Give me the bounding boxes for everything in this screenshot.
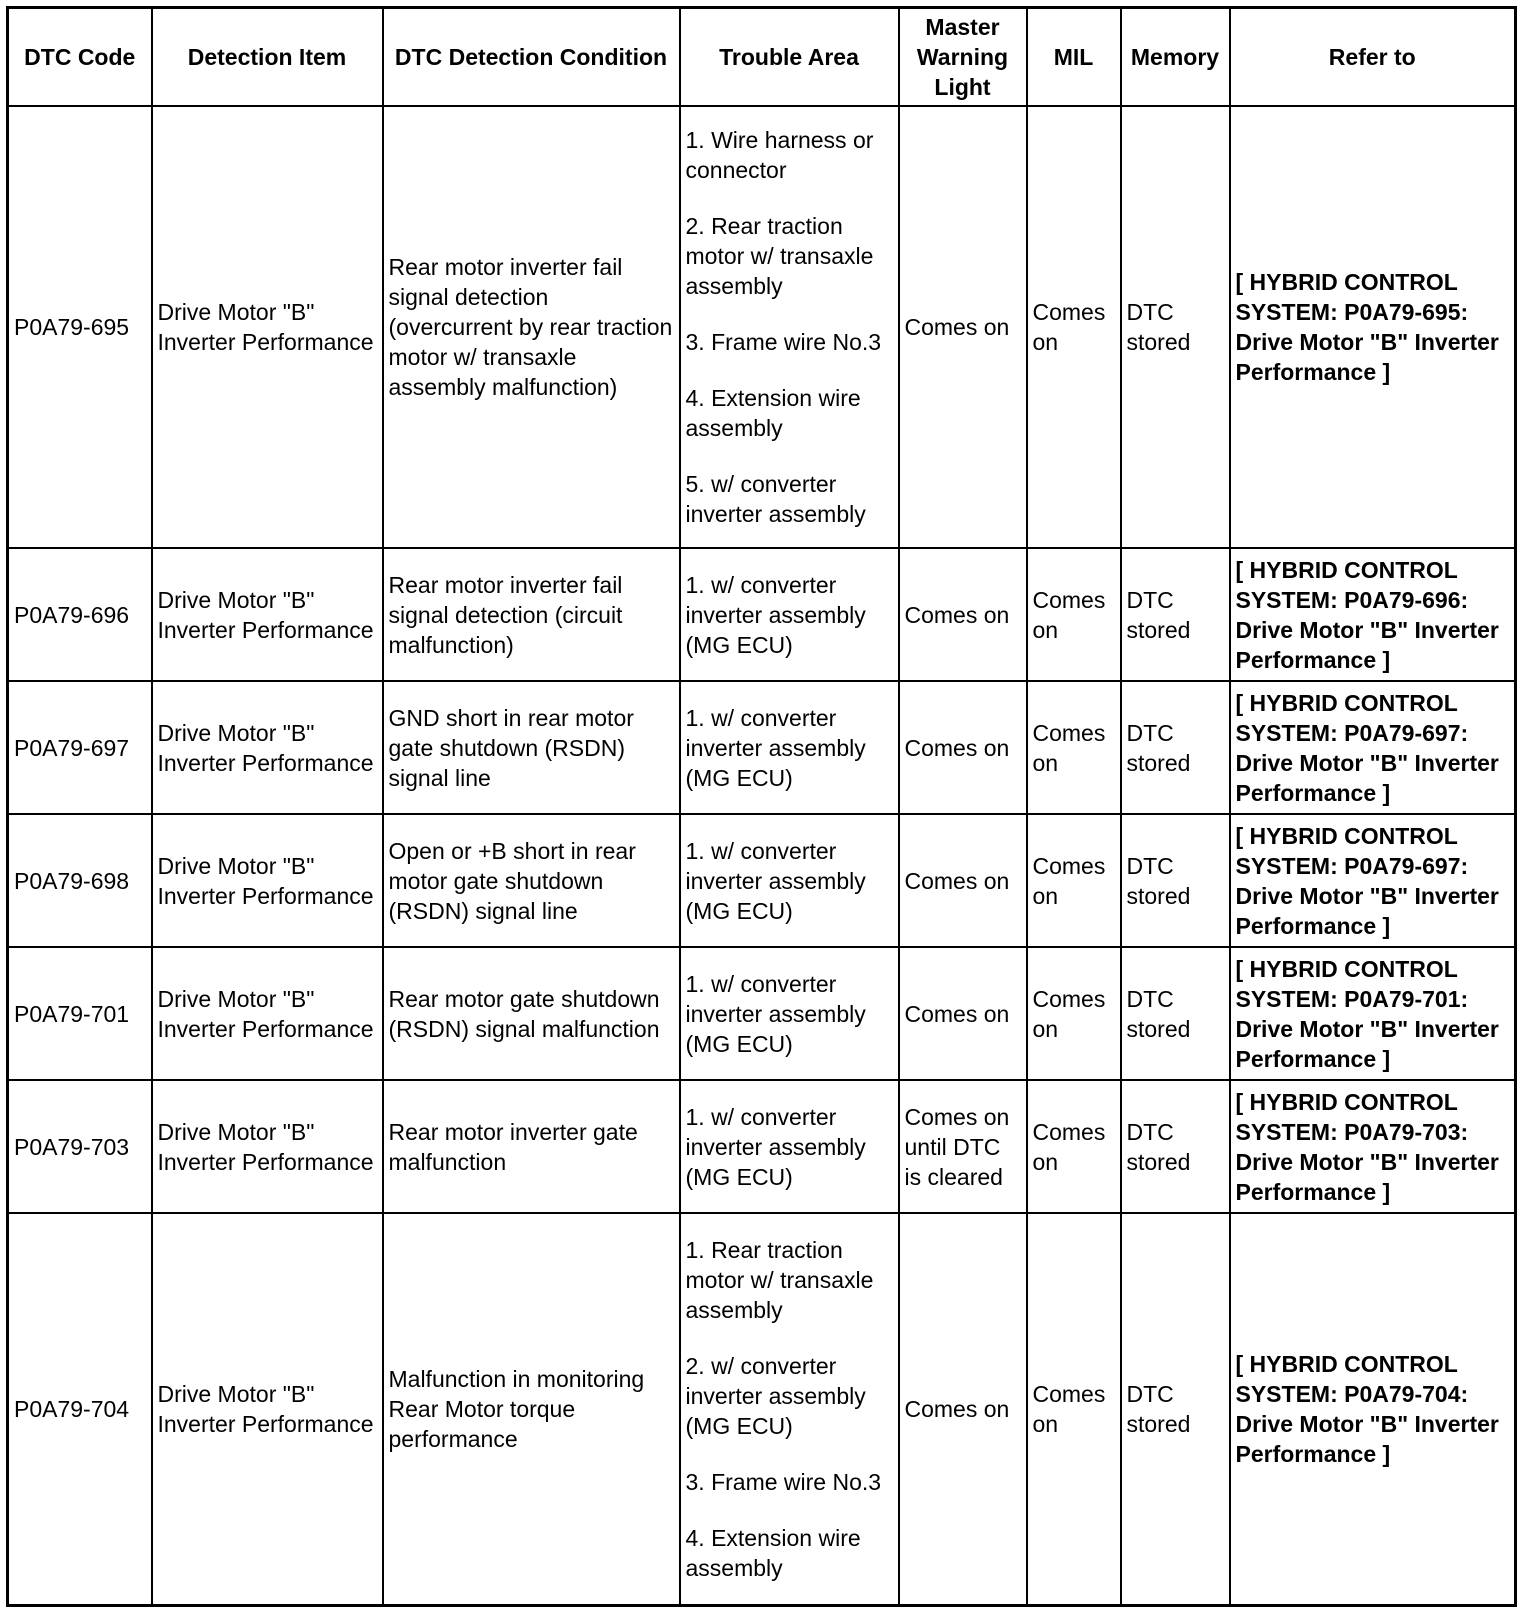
dtc-code-cell: P0A79-696 <box>8 548 152 681</box>
table-row <box>8 1213 1516 1605</box>
trouble-area-cell <box>680 548 899 681</box>
detection-condition-cell: Rear motor inverter gate malfunction <box>383 1080 680 1213</box>
trouble-area-cell <box>680 1080 899 1213</box>
detection-condition-cell: Open or +B short in rear motor gate shutdown (RSDN) signal line <box>383 814 680 947</box>
detection-condition-cell: Rear motor inverter fail signal detection (overcurrent by rear traction motor w/ transaxle assembly malfunction) <box>383 106 680 548</box>
trouble-area-item: 1. Wire harness or connector <box>685 127 874 183</box>
refer-to-cell: [ HYBRID CONTROL SYSTEM: P0A79-697: Drive Motor "B" Inverter Performance ] <box>1230 681 1516 814</box>
refer-to-cell: [ HYBRID CONTROL SYSTEM: P0A79-701: Drive Motor "B" Inverter Performance ] <box>1230 947 1516 1080</box>
header-row <box>8 8 1516 107</box>
header-mil: MIL <box>1027 8 1121 107</box>
trouble-area-cell <box>680 1213 899 1605</box>
detection-item-cell: Drive Motor "B" Inverter Performance <box>152 548 383 681</box>
refer-to-cell: [ HYBRID CONTROL SYSTEM: P0A79-697: Drive Motor "B" Inverter Performance ] <box>1230 814 1516 947</box>
header-detection-item: Detection Item <box>152 8 383 107</box>
memory-cell: DTC stored <box>1121 814 1230 947</box>
trouble-area-item: 1. w/ converter inverter assembly (MG ECU) <box>685 970 866 1057</box>
header-detection-condition: DTC Detection Condition <box>383 8 680 107</box>
dtc-code-cell: P0A79-703 <box>8 1080 152 1213</box>
dtc-table <box>6 6 1517 1607</box>
header-refer-to: Refer to <box>1230 8 1516 107</box>
header-dtc-code: DTC Code <box>8 8 152 107</box>
dtc-code-cell: P0A79-697 <box>8 681 152 814</box>
trouble-area-cell <box>680 106 899 548</box>
detection-condition-cell: GND short in rear motor gate shutdown (RSDN) signal line <box>383 681 680 814</box>
master-warning-light-cell: Comes on <box>899 106 1027 548</box>
memory-cell: DTC stored <box>1121 1080 1230 1213</box>
trouble-area-item: 5. w/ converter inverter assembly <box>685 471 866 527</box>
dtc-code-cell: P0A79-695 <box>8 106 152 548</box>
refer-to-cell: [ HYBRID CONTROL SYSTEM: P0A79-696: Drive Motor "B" Inverter Performance ] <box>1230 548 1516 681</box>
trouble-area-item: 3. Frame wire No.3 <box>685 329 882 355</box>
mil-cell: Comes on <box>1027 681 1121 814</box>
table-row <box>8 548 1516 681</box>
master-warning-light-cell: Comes on <box>899 947 1027 1080</box>
table-row <box>8 106 1516 548</box>
master-warning-light-cell: Comes on until DTC is cleared <box>899 1080 1027 1213</box>
memory-cell: DTC stored <box>1121 947 1230 1080</box>
dtc-table-container <box>6 6 1514 1607</box>
refer-to-cell: [ HYBRID CONTROL SYSTEM: P0A79-695: Drive Motor "B" Inverter Performance ] <box>1230 106 1516 548</box>
dtc-code-cell: P0A79-704 <box>8 1213 152 1605</box>
detection-item-cell: Drive Motor "B" Inverter Performance <box>152 1080 383 1213</box>
table-row <box>8 1080 1516 1213</box>
memory-cell: DTC stored <box>1121 681 1230 814</box>
trouble-area-item: 1. Rear traction motor w/ transaxle assembly <box>685 1236 874 1323</box>
master-warning-light-cell: Comes on <box>899 548 1027 681</box>
mil-cell: Comes on <box>1027 947 1121 1080</box>
trouble-area-item: 1. w/ converter inverter assembly (MG ECU) <box>685 571 866 658</box>
memory-cell: DTC stored <box>1121 1213 1230 1605</box>
master-warning-light-cell: Comes on <box>899 681 1027 814</box>
detection-item-cell: Drive Motor "B" Inverter Performance <box>152 814 383 947</box>
detection-item-cell: Drive Motor "B" Inverter Performance <box>152 947 383 1080</box>
refer-to-cell: [ HYBRID CONTROL SYSTEM: P0A79-703: Drive Motor "B" Inverter Performance ] <box>1230 1080 1516 1213</box>
detection-item-cell: Drive Motor "B" Inverter Performance <box>152 1213 383 1605</box>
table-row <box>8 814 1516 947</box>
trouble-area-item: 4. Extension wire assembly <box>685 1524 861 1581</box>
detection-condition-cell: Rear motor inverter fail signal detection (circuit malfunction) <box>383 548 680 681</box>
trouble-area-item: 3. Frame wire No.3 <box>685 1468 882 1495</box>
memory-cell: DTC stored <box>1121 548 1230 681</box>
refer-to-cell: [ HYBRID CONTROL SYSTEM: P0A79-704: Drive Motor "B" Inverter Performance ] <box>1230 1213 1516 1605</box>
trouble-area-item: 1. w/ converter inverter assembly (MG ECU) <box>685 1103 866 1190</box>
master-warning-light-cell: Comes on <box>899 1213 1027 1605</box>
dtc-code-cell: P0A79-701 <box>8 947 152 1080</box>
mil-cell: Comes on <box>1027 814 1121 947</box>
mil-cell: Comes on <box>1027 1213 1121 1605</box>
master-warning-light-cell: Comes on <box>899 814 1027 947</box>
dtc-table-body <box>8 106 1516 1605</box>
trouble-area-item: 4. Extension wire assembly <box>685 385 861 441</box>
trouble-area-cell <box>680 814 899 947</box>
trouble-area-item: 2. Rear traction motor w/ transaxle assembly <box>685 213 874 299</box>
table-row <box>8 681 1516 814</box>
detection-item-cell: Drive Motor "B" Inverter Performance <box>152 681 383 814</box>
memory-cell: DTC stored <box>1121 106 1230 548</box>
mil-cell: Comes on <box>1027 106 1121 548</box>
header-memory: Memory <box>1121 8 1230 107</box>
detection-condition-cell: Malfunction in monitoring Rear Motor torque performance <box>383 1213 680 1605</box>
trouble-area-item: 2. w/ converter inverter assembly (MG ECU) <box>685 1352 866 1439</box>
trouble-area-item: 1. w/ converter inverter assembly (MG ECU) <box>685 837 866 924</box>
table-row <box>8 947 1516 1080</box>
trouble-area-cell <box>680 947 899 1080</box>
header-master-warning-light: Master Warning Light <box>899 8 1027 107</box>
mil-cell: Comes on <box>1027 548 1121 681</box>
detection-item-cell: Drive Motor "B" Inverter Performance <box>152 106 383 548</box>
trouble-area-item: 1. w/ converter inverter assembly (MG ECU) <box>685 704 866 791</box>
header-trouble-area: Trouble Area <box>680 8 899 107</box>
dtc-code-cell: P0A79-698 <box>8 814 152 947</box>
mil-cell: Comes on <box>1027 1080 1121 1213</box>
trouble-area-cell <box>680 681 899 814</box>
detection-condition-cell: Rear motor gate shutdown (RSDN) signal malfunction <box>383 947 680 1080</box>
